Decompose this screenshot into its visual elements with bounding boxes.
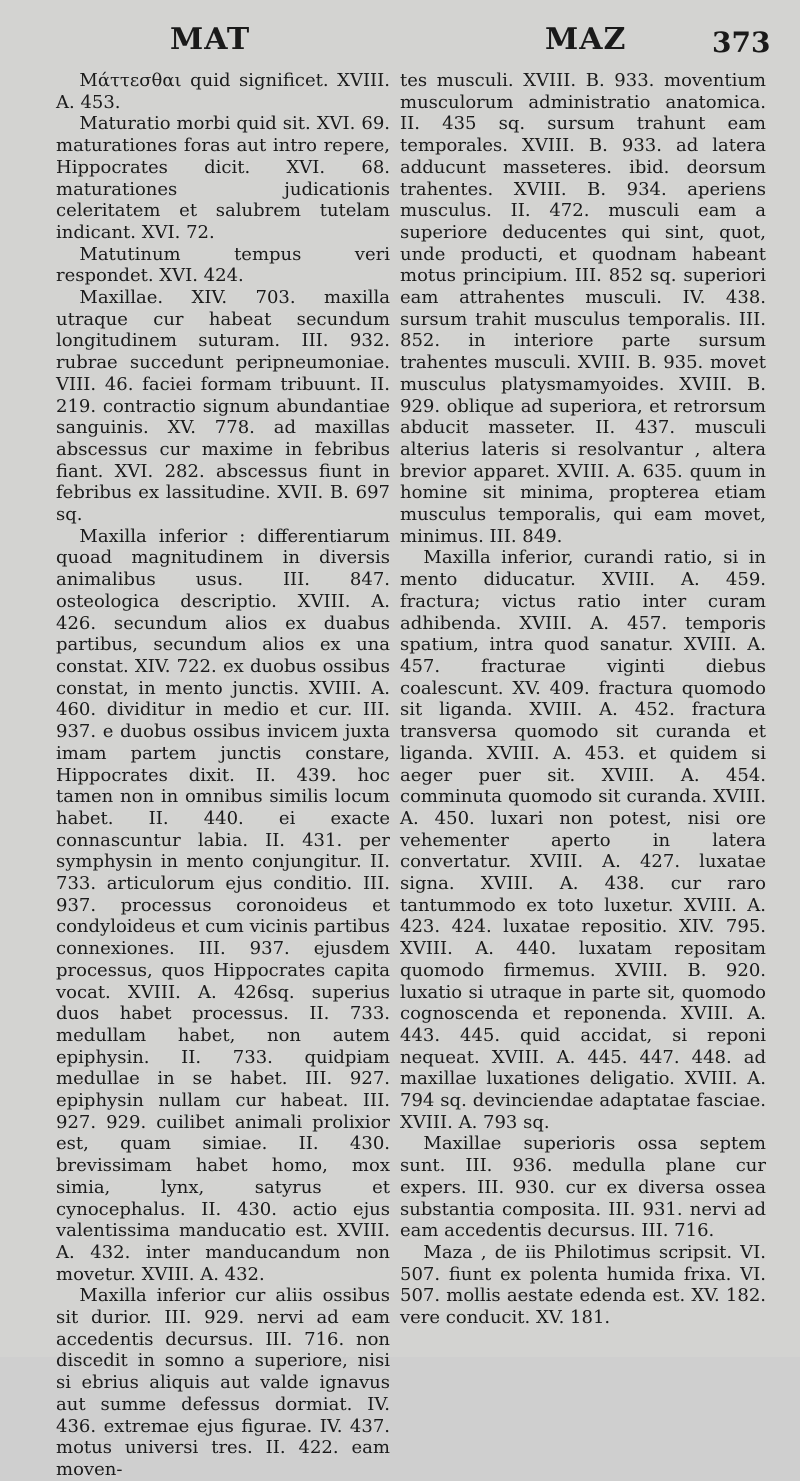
running-head-left: MAT <box>170 22 251 57</box>
entry-maxilla-inferior-durior: Maxilla inferior cur aliis ossibus sit durior. III. 929. nervi ad eam accedentis decursus. III. 716. non discedit in somno a superiore, nisi si ebrius aliquis aut valde ignavus aut summe defessus dormiat. IV. 436. extremae ejus figurae. IV. 437. motus universi tres. II. 422. eam moven- <box>56 1285 390 1480</box>
entry-matutinum: Matutinum tempus veri respondet. XVI. 424. <box>56 243 390 287</box>
page-header <box>0 22 800 62</box>
entry-maxilla-inferior: Maxilla inferior : differentiarum quoad magnitudinem in diversis animalibus usus. III. 847. osteologica descriptio. XVIII. A. 426. secundum alios ex duabus partibus, secundum alios ex una constat. XIV. 722. ex duobus ossibus constat, in mento junctis. XVIII. A. 460. dividitur in medio et cur. III. 937. e duobus ossibus invicem juxta imam partem junctis constare, Hippocrates dixit. II. 439. hoc tamen non in omnibus similis locum habet. II. 440. ei exacte connascuntur labia. II. 431. per symphysin in mento conjungitur. II. 733. articulorum ejus conditio. III. 937. processus coronoideus et condyloideus et cum vicinis partibus connexiones. III. 937. ejusdem processus, quos Hippocrates capita vocat. XVIII. A. 426sq. superius duos habet processus. II. 733. medullam habet, non autem epiphysin. II. 733. quidpiam medullae in se habet. III. 927. epiphysin nullam cur habeat. III. 927. 929. cuilibet animali prolixior est, quam simiae. II. 430. brevissimam habet homo, mox simia, lynx, satyrus et cynocephalus. II. 430. actio ejus valentissima manducatio est. XVIII. A. 432. inter manducandum non movetur. XVIII. A. 432. <box>56 525 390 1285</box>
right-column <box>400 70 766 1329</box>
entry-maza: Maza , de iis Philotimus scripsit. VI. 507. fiunt ex polenta humida frixa. VI. 507. mollis aestate edenda est. XV. 182. vere conducit. XV. 181. <box>400 1241 766 1329</box>
page-number: 373 <box>712 26 771 59</box>
entry-maxillae-superioris: Maxillae superioris ossa septem sunt. III. 936. medulla plane cur expers. III. 930. cur ex diversa ossea substantia composita. III. 931. nervi ad eam accedentis decursus. III. 716. <box>400 1133 766 1242</box>
entry-maxilla-inferior-curandi: Maxilla inferior, curandi ratio, si in mento diducatur. XVIII. A. 459. fractura; victus ratio inter curam adhibenda. XVIII. A. 457. temporis spatium, intra quod sanatur. XVIII. A. 457. fracturae viginti diebus coalescunt. XV. 409. fractura quomodo sit liganda. XVIII. A. 452. fractura transversa quomodo sit curanda et liganda. XVIII. A. 453. et quidem si aeger puer sit. XVIII. A. 454. comminuta quomodo sit curanda. XVIII. A. 450. luxari non potest, nisi ore vehementer aperto in latera convertatur. XVIII. A. 427. luxatae signa. XVIII. A. 438. cur raro tantummodo ex toto luxetur. XVIII. A. 423. 424. luxatae repositio. XIV. 795. XVIII. A. 440. luxatam repositam quomodo firmemus. XVIII. B. 920. luxatio si utraque in parte sit, quomodo cognoscenda et reponenda. XVIII. A. 443. 445. quid accidat, si reponi nequeat. XVIII. A. 445. 447. 448. ad maxillae luxationes deligatio. XVIII. A. 794 sq. devinciendae adaptatae fasciae. XVIII. A. 793 sq. <box>400 547 766 1133</box>
left-column <box>56 70 390 1481</box>
entry-continuation: tes musculi. XVIII. B. 933. moventium musculorum administratio anatomica. II. 435 sq. sursum trahunt eam temporales. XVIII. B. 933. ad latera adducunt masseteres. ibid. deorsum trahentes. XVIII. B. 934. aperiens musculus. II. 472. musculi eam a superiore deducentes qui sint, quot, unde producti, et quodnam habeant motus principium. III. 852 sq. superiori eam attrahentes musculi. IV. 438. sursum trahit musculus temporalis. III. 852. in interiore parte sursum trahentes musculi. XVIII. B. 935. movet musculus platysmamyoides. XVIII. B. 929. oblique ad superiora, et retrorsum abducit masseter. II. 437. musculi alterius lateris si resolvantur , altera brevior apparet. XVIII. A. 635. quum in homine sit minima, propterea etiam musculus temporalis, qui eam movet, minimus. III. 849. <box>400 70 766 547</box>
entry-maxillae: Maxillae. XIV. 703. maxilla utraque cur habeat secundum longitudinem suturam. III. 932. rubrae succedunt peripneumoniae. VIII. 46. faciei formam tribuunt. II. 219. contractio signum abundantiae sanguinis. XV. 778. ad maxillas abscessus cur maxime in febribus fiant. XVI. 282. abscessus fiunt in febribus ex lassitudine. XVII. B. 697 sq. <box>56 287 390 526</box>
entry-maturatio: Maturatio morbi quid sit. XVI. 69. maturationes foras aut intro repere, Hippocrates dicit. XVI. 68. maturationes judicationis celeritatem et salubrem tutelam indicant. XVI. 72. <box>56 113 390 243</box>
entry-mattesthai: Μάττεσθαι quid significet. XVIII. A. 453. <box>56 70 390 113</box>
running-head-right: MAZ <box>545 22 627 57</box>
